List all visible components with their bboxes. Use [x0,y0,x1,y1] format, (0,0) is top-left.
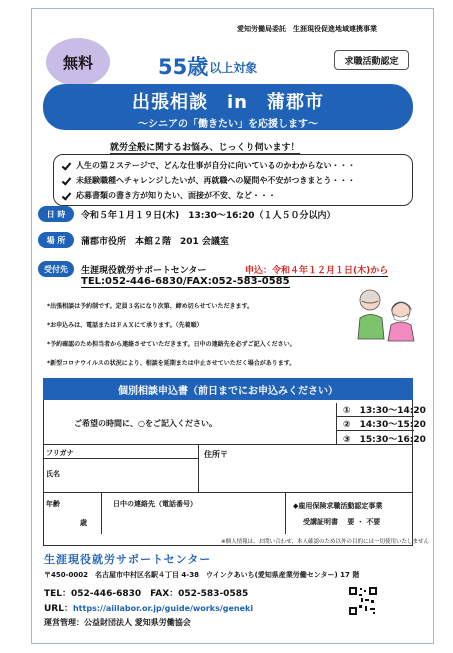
url-line [44,601,253,614]
subtitle: 〜シニアの「働きたい」を応援します〜 [138,119,318,130]
date-label-pill: 日 時 [38,206,74,222]
form-title-bar: 個別相談申込書（前日までにお申込みください） [43,378,413,400]
title-banner [43,84,413,130]
operator-text: 運営管理：公益財団法人 愛知県労働協会 [44,618,191,627]
main-title: 出張相談 in 蒲郡市 [132,92,324,113]
note-item: *出張相談は予約制です。定員３名になり次第、締め切らせていただきます。 [47,303,253,310]
concern-text: 未経験職種へチャレンジしたいが、再就職への疑問や不安がつきまとう・・・ [76,176,356,185]
contact-value: 生涯現役就労サポートセンター [81,266,207,276]
concern-item [62,158,404,173]
age-label: 年齢 [46,500,60,508]
certificate-cell [290,493,414,534]
note-item: *お申込みは、電話またはＦＡＸにて承ります。（先着順） [47,322,203,329]
time-slot-3[interactable]: ③ 15:30〜16:20 [336,431,414,445]
privacy-note: ※個人情報は、お問い合わせ、本人確認のため以外の目的には一切使用いたしません [221,539,429,545]
name-cell[interactable] [44,445,199,492]
concern-text: 人生の第２ステージで、どんな仕事が自分に向いているのかわからない・・・ [76,161,356,170]
furigana-label: フリガナ [44,445,199,459]
age-target [158,56,257,78]
certificate-label: ◆雇用保険求職活動認定事業 [293,502,383,510]
center-tel-fax: TEL：052-446-6830 FAX：052-583-0585 [44,589,249,599]
url-label: URL： [44,604,73,614]
phone-cell[interactable] [102,493,286,534]
time-slot-2[interactable]: ② 14:30〜15:20 [336,417,414,431]
seniors-illustration [352,283,427,343]
concern-item [62,173,404,188]
application-form [43,400,426,546]
age-cell[interactable] [44,493,102,534]
place-value: 蒲郡市役所 本館２階 201 会議室 [81,237,229,247]
phone-label: 日中の連絡先（電話番号） [113,500,197,508]
address-label[interactable]: 住所〒 [204,450,228,459]
certification-box [334,50,409,70]
contact-label-pill: 受付先 [38,261,74,277]
concern-item [62,188,404,203]
time-row [44,400,426,445]
center-name: 生涯現役就労サポートセンター [44,553,212,566]
place-label-pill: 場 所 [38,232,74,248]
check-icon [62,161,71,170]
age-unit: 歳 [80,519,87,527]
age-big: 55歳 [158,55,209,79]
free-badge [46,38,110,86]
center-address: 〒450-0002 名古屋市中村区名駅４丁目 4-38 ウインクあいち(愛知県産業労働センター) 17 階 [44,571,360,579]
organizer-text: 愛知労働局委託 生涯現役促進地域連携事業 [237,25,377,33]
age-phone-row [44,493,412,534]
concern-text: 応募書類の書き方が知りたい、面接が不安、など・・・ [76,191,276,200]
certification-label: 求職活動認定 [344,56,399,67]
center-url[interactable]: https://aiilabor.or.jp/guide/works/geneki [72,604,254,613]
time-instruction: ご希望の時間に、○をご記入ください。 [74,419,217,428]
age-small: 以上対象 [209,61,258,75]
concerns-box [53,154,413,206]
name-address-row [44,445,412,493]
free-label: 無料 [62,53,93,72]
lead-text: 就労全般に関するお悩み、じっくり伺います！ [110,140,300,154]
note-item: *新型コロナウイルスの状況により、相談を延期または中止させていただく場合があります。 [47,360,296,367]
check-icon [62,191,71,200]
qr-code-icon [349,587,377,615]
certificate-options[interactable]: 受講証明書 要 ・ 不要 [303,518,381,526]
name-label: 氏名 [46,470,60,478]
time-slot-1[interactable]: ① 13:30〜14:20 [336,403,414,417]
tel-fax-line: TEL:052-446-6830/FAX:052-583-0585 [81,276,290,287]
note-item: *予約確認のため担当者から連絡させていただきます。日中の連絡先を必ずご記入ください。 [47,341,296,348]
date-value: 令和５年１月１９日(木) 13:30〜16:20（１人５０分以内） [81,211,336,221]
deadline-text: 申込：令和４年１２月１日(木)から [245,263,388,277]
check-icon [62,176,71,185]
